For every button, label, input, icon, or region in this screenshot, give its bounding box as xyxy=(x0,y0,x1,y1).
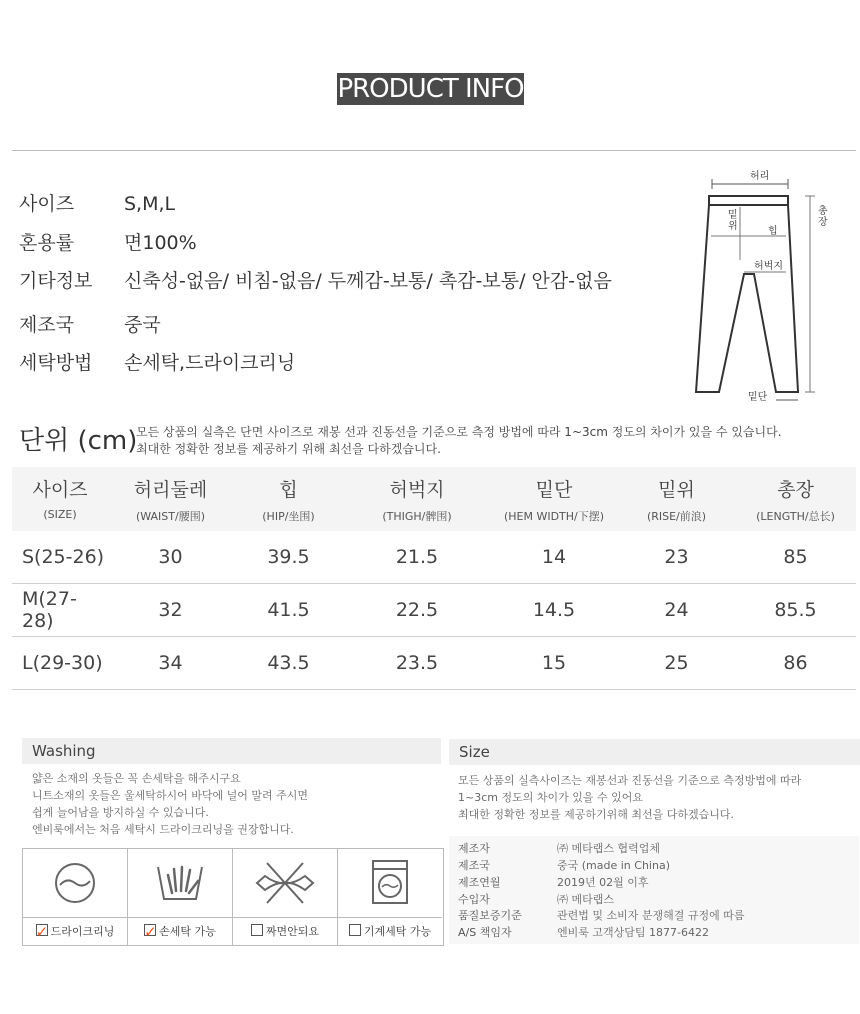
column-header: 밑단 (HEM WIDTH/下摆) xyxy=(490,467,618,531)
size-line: 최대한 정확한 정보를 제공하기위해 최선을 다하겠습니다. xyxy=(458,808,735,821)
column-header: 허벅지 (THIGH/髀围) xyxy=(344,467,490,531)
size-line: 모든 상품의 실측사이즈는 재봉선과 진동선을 기준으로 측정방법에 따라 xyxy=(458,774,802,787)
table-cell: 14 xyxy=(490,531,618,584)
table-cell: 86 xyxy=(735,637,856,690)
checkbox-unchecked-icon xyxy=(251,924,263,936)
diagram-label-hip: 힙 xyxy=(768,226,778,237)
washing-line: 쉽게 늘어남을 방지하실 수 있습니다. xyxy=(32,806,209,819)
pants-measurement-diagram xyxy=(690,164,840,410)
care-item-hand-wash xyxy=(128,849,233,945)
spec-row: A/S 책임자 엔비룩 고객상담팀 1877-6422 xyxy=(458,926,709,939)
info-row-size xyxy=(19,189,175,216)
table-cell: 34 xyxy=(108,637,233,690)
table-cell: M(27-28) xyxy=(12,584,108,637)
info-row-origin xyxy=(19,310,161,337)
table-row xyxy=(12,637,856,690)
table-cell: L(29-30) xyxy=(12,637,108,690)
unit-note xyxy=(136,424,782,458)
spec-row: 제조자 ㈜ 메타랩스 협력업체 xyxy=(458,842,661,855)
washing-line: 엔비룩에서는 처음 세탁시 드라이크리닝을 권장합니다. xyxy=(32,823,294,836)
info-value: 손세탁,드라이크리닝 xyxy=(124,352,296,374)
care-item-no-wring xyxy=(233,849,338,945)
product-spec-box xyxy=(449,836,859,944)
table-cell: 39.5 xyxy=(233,531,344,584)
spec-row: 제조국 중국 (made in China) xyxy=(458,859,670,872)
table-cell: 23.5 xyxy=(344,637,490,690)
divider xyxy=(12,150,856,151)
table-cell: S(25-26) xyxy=(12,531,108,584)
diagram-label-length: 총장 xyxy=(818,206,828,228)
info-value: 면100% xyxy=(124,232,197,254)
info-row-washing xyxy=(19,348,295,375)
table-cell: 85.5 xyxy=(735,584,856,637)
care-symbols xyxy=(22,848,444,946)
unit-note-line: 모든 상품의 실측은 단면 사이즈로 재봉 선과 진동선을 기준으로 측정 방법에 따라 1~3cm 정도의 차이가 있을 수 있습니다. xyxy=(136,425,782,439)
washing-line: 니트소재의 옷들은 울세탁하시어 바닥에 널어 말려 주시면 xyxy=(32,789,309,802)
table-cell: 85 xyxy=(735,531,856,584)
washing-text xyxy=(32,770,308,838)
table-cell: 15 xyxy=(490,637,618,690)
size-table xyxy=(12,467,856,690)
diagram-label-waist: 허리 xyxy=(750,171,770,182)
washing-heading: Washing xyxy=(22,738,441,764)
size-text xyxy=(458,772,801,823)
table-cell: 43.5 xyxy=(233,637,344,690)
table-cell: 21.5 xyxy=(344,531,490,584)
size-line: 1~3cm 정도의 차이가 있을 수 있어요 xyxy=(458,791,643,804)
pants-outline-icon xyxy=(690,164,840,410)
info-row-etc xyxy=(19,266,612,293)
table-cell: 14.5 xyxy=(490,584,618,637)
hand-wash-icon xyxy=(128,849,232,917)
machine-wash-icon xyxy=(338,849,442,917)
info-row-material xyxy=(19,228,197,255)
diagram-label-hem: 밑단 xyxy=(748,392,768,403)
table-cell: 24 xyxy=(618,584,735,637)
table-header-row xyxy=(12,467,856,531)
unit-note-line: 최대한 정확한 정보를 제공하기 위해 최선을 다하겠습니다. xyxy=(136,442,441,456)
info-key: 제조국 xyxy=(19,314,75,336)
spec-row: 품질보증기준 관련법 및 소비자 분쟁해결 규정에 따름 xyxy=(458,909,745,922)
no-wring-icon xyxy=(233,849,337,917)
info-key: 사이즈 xyxy=(19,193,75,215)
checkbox-checked-icon xyxy=(144,924,156,936)
info-key: 혼용률 xyxy=(19,232,75,254)
column-header: 허리둘레 (WAIST/腰围) xyxy=(108,467,233,531)
spec-row: 수입자 ㈜ 메타랩스 xyxy=(458,893,615,906)
unit-title: 단위 (cm) xyxy=(19,426,138,456)
table-cell: 41.5 xyxy=(233,584,344,637)
info-key: 기타정보 xyxy=(19,270,93,292)
column-header: 힙 (HIP/坐围) xyxy=(233,467,344,531)
table-row xyxy=(12,531,856,584)
column-header: 밑위 (RISE/前浪) xyxy=(618,467,735,531)
washing-line: 얇은 소재의 옷들은 꼭 손세탁을 해주시구요 xyxy=(32,772,241,785)
care-label: 짜면안되요 xyxy=(265,925,320,938)
size-heading: Size xyxy=(449,739,860,765)
spec-row: 제조연월 2019년 02월 이후 xyxy=(458,876,649,889)
dry-clean-icon xyxy=(23,849,127,917)
table-row xyxy=(12,584,856,637)
info-key: 세탁방법 xyxy=(19,352,93,374)
table-cell: 25 xyxy=(618,637,735,690)
care-label: 기계세탁 가능 xyxy=(363,925,432,938)
checkbox-checked-icon xyxy=(36,924,48,936)
care-item-dry-clean xyxy=(23,849,128,945)
info-value: S,M,L xyxy=(124,193,176,215)
table-cell: 23 xyxy=(618,531,735,584)
page-title: PRODUCT INFO xyxy=(337,74,524,104)
column-header: 사이즈 (SIZE) xyxy=(12,467,108,531)
table-cell: 30 xyxy=(108,531,233,584)
diagram-label-rise: 밑위 xyxy=(728,210,738,232)
care-item-machine-wash xyxy=(338,849,442,945)
care-label: 드라이크리닝 xyxy=(50,925,115,938)
care-label: 손세탁 가능 xyxy=(159,925,216,938)
info-value: 중국 xyxy=(124,314,161,336)
info-value: 신축성-없음/ 비침-없음/ 두께감-보통/ 촉감-보통/ 안감-없음 xyxy=(124,270,612,292)
table-cell: 22.5 xyxy=(344,584,490,637)
checkbox-unchecked-icon xyxy=(349,924,361,936)
table-cell: 32 xyxy=(108,584,233,637)
diagram-label-thigh: 허벅지 xyxy=(754,261,783,272)
column-header: 총장 (LENGTH/总长) xyxy=(735,467,856,531)
